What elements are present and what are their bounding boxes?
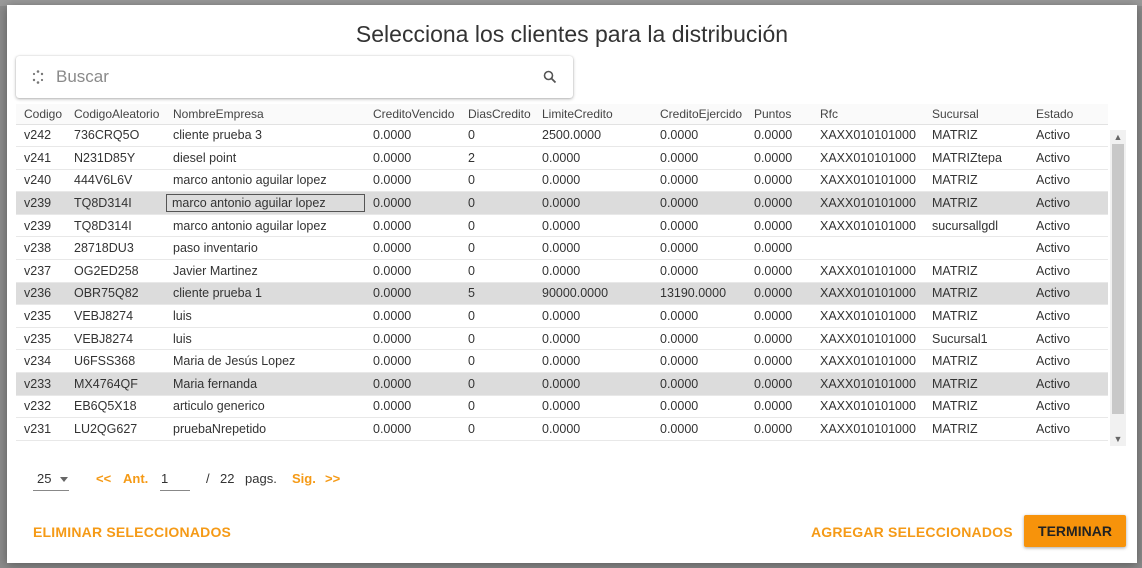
first-page-link[interactable]: <<: [96, 471, 112, 486]
cell-sucursal[interactable]: MATRIZ: [924, 192, 1028, 215]
cell-credito-vencido[interactable]: 0.0000: [365, 124, 460, 147]
table-row[interactable]: [16, 418, 1108, 441]
cell-limite-credito[interactable]: 0.0000: [534, 418, 652, 441]
cell-codigo-aleatorio[interactable]: 736CRQ5O: [66, 124, 165, 147]
spinner-icon: [30, 69, 46, 85]
cell-credito-vencido[interactable]: 0.0000: [365, 147, 460, 170]
cell-nombre-empresa[interactable]: cliente prueba 3: [165, 124, 365, 147]
cell-estado[interactable]: Activo: [1028, 418, 1108, 441]
cell-estado[interactable]: Activo: [1028, 260, 1108, 283]
cell-puntos[interactable]: 0.0000: [746, 124, 812, 147]
cell-dias-credito[interactable]: 0: [460, 373, 534, 396]
table-scrollbar[interactable]: [1110, 130, 1126, 446]
cell-dias-credito[interactable]: 0: [460, 169, 534, 192]
cell-nombre-empresa[interactable]: luis: [165, 327, 365, 350]
cell-limite-credito[interactable]: 2500.0000: [534, 124, 652, 147]
cell-codigo[interactable]: v239: [16, 214, 66, 237]
cell-puntos[interactable]: 0.0000: [746, 395, 812, 418]
table-row[interactable]: [16, 124, 1108, 147]
cell-nombre-empresa[interactable]: diesel point: [165, 147, 365, 170]
cell-puntos[interactable]: 0.0000: [746, 350, 812, 373]
cell-puntos[interactable]: 0.0000: [746, 237, 812, 260]
cell-credito-ejercido[interactable]: 0.0000: [652, 418, 746, 441]
cell-limite-credito[interactable]: 0.0000: [534, 350, 652, 373]
cell-sucursal[interactable]: MATRIZ: [924, 124, 1028, 147]
current-page-input[interactable]: [160, 467, 190, 491]
cell-credito-ejercido[interactable]: 0.0000: [652, 373, 746, 396]
cell-codigo-aleatorio[interactable]: EB6Q5X18: [66, 395, 165, 418]
table-row[interactable]: [16, 237, 1108, 260]
cell-codigo-aleatorio[interactable]: LU2QG627: [66, 418, 165, 441]
cell-dias-credito[interactable]: 0: [460, 350, 534, 373]
table-row[interactable]: [16, 282, 1108, 305]
cell-estado[interactable]: Activo: [1028, 373, 1108, 396]
cell-sucursal[interactable]: MATRIZ: [924, 305, 1028, 328]
header-credito-ejercido[interactable]: CreditoEjercido: [652, 104, 746, 124]
cell-nombre-empresa[interactable]: Maria fernanda: [165, 373, 365, 396]
table-row[interactable]: [16, 147, 1108, 170]
cell-codigo[interactable]: v235: [16, 327, 66, 350]
cell-rfc[interactable]: XAXX010101000: [812, 395, 924, 418]
cell-rfc[interactable]: XAXX010101000: [812, 260, 924, 283]
table-row[interactable]: [16, 214, 1108, 237]
cell-limite-credito[interactable]: 0.0000: [534, 305, 652, 328]
cell-credito-vencido[interactable]: 0.0000: [365, 373, 460, 396]
cell-puntos[interactable]: 0.0000: [746, 418, 812, 441]
arrow-down-icon[interactable]: ▼: [1113, 434, 1123, 444]
cell-estado[interactable]: Activo: [1028, 169, 1108, 192]
cell-codigo[interactable]: v231: [16, 418, 66, 441]
total-pages: 22: [220, 471, 235, 486]
cell-puntos[interactable]: 0.0000: [746, 214, 812, 237]
dialog-title: Selecciona los clientes para la distribución: [355, 21, 789, 47]
cell-codigo[interactable]: v233: [16, 373, 66, 396]
header-dias-credito[interactable]: DiasCredito: [460, 104, 534, 124]
cell-rfc[interactable]: XAXX010101000: [812, 373, 924, 396]
cell-sucursal[interactable]: MATRIZ: [924, 169, 1028, 192]
header-codigo[interactable]: Codigo: [16, 104, 66, 124]
cell-nombre-empresa[interactable]: Javier Martinez: [165, 260, 365, 283]
cell-nombre-empresa[interactable]: luis: [165, 305, 365, 328]
cell-nombre-empresa[interactable]: [165, 192, 365, 215]
cell-limite-credito[interactable]: 0.0000: [534, 327, 652, 350]
cell-estado[interactable]: Activo: [1028, 350, 1108, 373]
cell-credito-ejercido[interactable]: 0.0000: [652, 214, 746, 237]
cell-rfc[interactable]: XAXX010101000: [812, 305, 924, 328]
cell-codigo[interactable]: v241: [16, 147, 66, 170]
cell-codigo[interactable]: v240: [16, 169, 66, 192]
cell-credito-ejercido[interactable]: 13190.0000: [652, 282, 746, 305]
cell-codigo[interactable]: v236: [16, 282, 66, 305]
cell-codigo-aleatorio[interactable]: TQ8D314I: [66, 192, 165, 215]
cell-credito-ejercido[interactable]: 0.0000: [652, 169, 746, 192]
cell-sucursal[interactable]: MATRIZtepa: [924, 147, 1028, 170]
clients-table: [16, 104, 1108, 441]
cell-sucursal[interactable]: MATRIZ: [924, 350, 1028, 373]
cell-rfc[interactable]: XAXX010101000: [812, 192, 924, 215]
cell-credito-vencido[interactable]: 0.0000: [365, 237, 460, 260]
table-row[interactable]: [16, 327, 1108, 350]
cell-credito-vencido[interactable]: 0.0000: [365, 305, 460, 328]
per-page-value: 25: [37, 471, 52, 486]
header-estado[interactable]: Estado: [1028, 104, 1108, 124]
cell-credito-vencido[interactable]: 0.0000: [365, 214, 460, 237]
cell-codigo-aleatorio[interactable]: OBR75Q82: [66, 282, 165, 305]
cell-limite-credito[interactable]: 0.0000: [534, 169, 652, 192]
table-header-row: [16, 104, 1108, 124]
search-input[interactable]: [56, 64, 526, 90]
cell-puntos[interactable]: 0.0000: [746, 147, 812, 170]
caret-down-icon: [60, 477, 68, 482]
cell-credito-vencido[interactable]: 0.0000: [365, 395, 460, 418]
cell-credito-ejercido[interactable]: 0.0000: [652, 192, 746, 215]
cell-credito-vencido[interactable]: 0.0000: [365, 260, 460, 283]
table-row[interactable]: [16, 305, 1108, 328]
cell-nombre-empresa[interactable]: cliente prueba 1: [165, 282, 365, 305]
table-row[interactable]: [16, 169, 1108, 192]
cell-nombre-empresa[interactable]: Maria de Jesús Lopez: [165, 350, 365, 373]
cell-estado[interactable]: Activo: [1028, 214, 1108, 237]
table-body: [16, 124, 1108, 440]
header-codigo-aleatorio[interactable]: CodigoAleatorio: [66, 104, 165, 124]
cell-estado[interactable]: Activo: [1028, 147, 1108, 170]
table-row[interactable]: [16, 373, 1108, 396]
cell-sucursal[interactable]: MATRIZ: [924, 395, 1028, 418]
last-page-link[interactable]: >>: [325, 471, 341, 486]
cell-dias-credito[interactable]: 0: [460, 418, 534, 441]
cell-estado[interactable]: Activo: [1028, 305, 1108, 328]
cell-limite-credito[interactable]: 0.0000: [534, 192, 652, 215]
cell-nombre-empresa[interactable]: marco antonio aguilar lopez: [165, 214, 365, 237]
cell-codigo-aleatorio[interactable]: 28718DU3: [66, 237, 165, 260]
cell-nombre-empresa[interactable]: marco antonio aguilar lopez: [165, 169, 365, 192]
cell-credito-vencido[interactable]: 0.0000: [365, 282, 460, 305]
cell-nombre-empresa[interactable]: pruebaNrepetido: [165, 418, 365, 441]
header-limite-credito[interactable]: LimiteCredito: [534, 104, 652, 124]
cell-limite-credito[interactable]: 90000.0000: [534, 282, 652, 305]
cell-dias-credito[interactable]: 0: [460, 124, 534, 147]
cell-codigo[interactable]: v237: [16, 260, 66, 283]
cell-puntos[interactable]: 0.0000: [746, 282, 812, 305]
cell-rfc[interactable]: XAXX010101000: [812, 282, 924, 305]
table-row[interactable]: [16, 395, 1108, 418]
cell-puntos[interactable]: 0.0000: [746, 169, 812, 192]
cell-codigo[interactable]: v238: [16, 237, 66, 260]
header-puntos[interactable]: Puntos: [746, 104, 812, 124]
cell-rfc[interactable]: [812, 237, 924, 260]
prev-page-link[interactable]: Ant.: [123, 471, 149, 486]
cell-sucursal[interactable]: MATRIZ: [924, 260, 1028, 283]
cell-rfc[interactable]: XAXX010101000: [812, 214, 924, 237]
cell-credito-ejercido[interactable]: 0.0000: [652, 260, 746, 283]
header-sucursal[interactable]: Sucursal: [924, 104, 1028, 124]
per-page-select[interactable]: [33, 467, 69, 491]
cell-credito-ejercido[interactable]: 0.0000: [652, 124, 746, 147]
cell-codigo-aleatorio[interactable]: TQ8D314I: [66, 214, 165, 237]
page-separator: /: [206, 471, 210, 486]
cell-estado[interactable]: Activo: [1028, 282, 1108, 305]
cell-rfc[interactable]: XAXX010101000: [812, 169, 924, 192]
client-selection-dialog: [7, 5, 1137, 563]
add-selected-button[interactable]: AGREGAR SELECCIONADOS: [811, 524, 1013, 540]
table-row[interactable]: [16, 192, 1108, 215]
cell-rfc[interactable]: XAXX010101000: [812, 418, 924, 441]
search-box: [16, 56, 573, 98]
cell-sucursal[interactable]: MATRIZ: [924, 373, 1028, 396]
cell-estado[interactable]: Activo: [1028, 124, 1108, 147]
cell-sucursal[interactable]: MATRIZ: [924, 282, 1028, 305]
header-nombre-empresa[interactable]: NombreEmpresa: [165, 104, 365, 124]
cell-dias-credito[interactable]: 5: [460, 282, 534, 305]
cell-puntos[interactable]: 0.0000: [746, 260, 812, 283]
arrow-up-icon[interactable]: ▲: [1113, 132, 1123, 142]
cell-codigo[interactable]: v232: [16, 395, 66, 418]
cell-sucursal[interactable]: [924, 237, 1028, 260]
cell-credito-ejercido[interactable]: 0.0000: [652, 147, 746, 170]
cell-codigo-aleatorio[interactable]: VEBJ8274: [66, 327, 165, 350]
cell-puntos[interactable]: 0.0000: [746, 327, 812, 350]
cell-codigo[interactable]: v234: [16, 350, 66, 373]
cell-credito-vencido[interactable]: 0.0000: [365, 327, 460, 350]
cell-limite-credito[interactable]: 0.0000: [534, 147, 652, 170]
cell-credito-ejercido[interactable]: 0.0000: [652, 350, 746, 373]
cell-codigo-aleatorio[interactable]: VEBJ8274: [66, 305, 165, 328]
table-row[interactable]: [16, 350, 1108, 373]
cell-codigo-aleatorio[interactable]: N231D85Y: [66, 147, 165, 170]
cell-credito-ejercido[interactable]: 0.0000: [652, 305, 746, 328]
cell-dias-credito[interactable]: 0: [460, 395, 534, 418]
cell-codigo-aleatorio[interactable]: U6FSS368: [66, 350, 165, 373]
search-icon[interactable]: [543, 70, 557, 84]
cell-codigo[interactable]: v235: [16, 305, 66, 328]
cell-credito-vencido[interactable]: 0.0000: [365, 169, 460, 192]
cell-dias-credito[interactable]: 0: [460, 305, 534, 328]
cell-dias-credito[interactable]: 0: [460, 214, 534, 237]
cell-nombre-empresa[interactable]: paso inventario: [165, 237, 365, 260]
finish-button[interactable]: TERMINAR: [1024, 515, 1126, 547]
table-row[interactable]: [16, 260, 1108, 283]
cell-estado[interactable]: Activo: [1028, 327, 1108, 350]
cell-estado[interactable]: Activo: [1028, 192, 1108, 215]
cell-codigo[interactable]: v239: [16, 192, 66, 215]
cell-credito-vencido[interactable]: 0.0000: [365, 192, 460, 215]
cell-codigo[interactable]: v242: [16, 124, 66, 147]
clients-table-container[interactable]: [16, 104, 1126, 446]
cell-rfc[interactable]: XAXX010101000: [812, 327, 924, 350]
cell-rfc[interactable]: XAXX010101000: [812, 124, 924, 147]
cell-codigo-aleatorio[interactable]: MX4764QF: [66, 373, 165, 396]
cell-dias-credito[interactable]: 0: [460, 327, 534, 350]
cell-credito-ejercido[interactable]: 0.0000: [652, 395, 746, 418]
cell-sucursal[interactable]: MATRIZ: [924, 418, 1028, 441]
cell-dias-credito[interactable]: 0: [460, 260, 534, 283]
cell-dias-credito[interactable]: 0: [460, 192, 534, 215]
cell-credito-vencido[interactable]: 0.0000: [365, 350, 460, 373]
cell-puntos[interactable]: 0.0000: [746, 192, 812, 215]
cell-codigo-aleatorio[interactable]: 444V6L6V: [66, 169, 165, 192]
pages-label: pags.: [245, 471, 277, 486]
cell-dias-credito[interactable]: 2: [460, 147, 534, 170]
cell-estado[interactable]: Activo: [1028, 237, 1108, 260]
cell-codigo-aleatorio[interactable]: OG2ED258: [66, 260, 165, 283]
cell-sucursal[interactable]: Sucursal1: [924, 327, 1028, 350]
cell-limite-credito[interactable]: 0.0000: [534, 260, 652, 283]
cell-nombre-empresa[interactable]: articulo generico: [165, 395, 365, 418]
cell-limite-credito[interactable]: 0.0000: [534, 395, 652, 418]
cell-limite-credito[interactable]: 0.0000: [534, 373, 652, 396]
cell-credito-vencido[interactable]: 0.0000: [365, 418, 460, 441]
cell-rfc[interactable]: XAXX010101000: [812, 147, 924, 170]
cell-estado[interactable]: Activo: [1028, 395, 1108, 418]
cell-dias-credito[interactable]: 0: [460, 237, 534, 260]
header-credito-vencido[interactable]: CreditoVencido: [365, 104, 460, 124]
cell-rfc[interactable]: XAXX010101000: [812, 350, 924, 373]
scrollbar-thumb[interactable]: [1112, 144, 1124, 414]
focused-cell-text: marco antonio aguilar lopez: [166, 194, 365, 212]
cell-sucursal[interactable]: sucursallgdl: [924, 214, 1028, 237]
cell-limite-credito[interactable]: 0.0000: [534, 214, 652, 237]
cell-puntos[interactable]: 0.0000: [746, 305, 812, 328]
next-page-link[interactable]: Sig.: [292, 471, 316, 486]
cell-puntos[interactable]: 0.0000: [746, 373, 812, 396]
header-rfc[interactable]: Rfc: [812, 104, 924, 124]
cell-credito-ejercido[interactable]: 0.0000: [652, 237, 746, 260]
remove-selected-button[interactable]: ELIMINAR SELECCIONADOS: [33, 524, 232, 540]
cell-limite-credito[interactable]: 0.0000: [534, 237, 652, 260]
cell-credito-ejercido[interactable]: 0.0000: [652, 327, 746, 350]
